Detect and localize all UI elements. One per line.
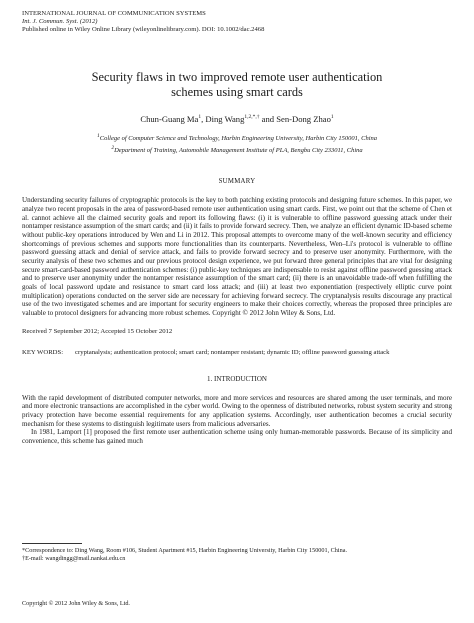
introduction-body (22, 394, 452, 446)
journal-header (22, 10, 452, 34)
affiliation-mark: 1 (97, 133, 100, 139)
affiliation-text: College of Computer Science and Technology, Harbin Engineering University, Harbin City 150001, China (99, 135, 377, 143)
publication-info: Published online in Wiley Online Library (wileyonlinelibrary.com). DOI: 10.1002/dac.2468 (22, 26, 265, 33)
keywords-list: cryptanalysis; authentication protocol; smart card; nontamper resistant; dynamic ID; offline password guessing attack (75, 348, 390, 356)
affiliation-1 (22, 132, 452, 144)
received-accepted-dates: Received 7 September 2012; Accepted 15 October 2012 (22, 327, 173, 335)
copyright-notice: Copyright © 2012 John Wiley & Sons, Ltd. (22, 600, 130, 607)
affiliation-2 (22, 144, 452, 156)
journal-name: INTERNATIONAL JOURNAL OF COMMUNICATION SYSTEMS (22, 10, 206, 17)
paragraph: In 1981, Lamport [1] proposed the first remote user authentication scheme using only human-memorable passwords. Because of its simplicity and convenience, this scheme has gained much (22, 428, 452, 446)
author-affil-mark: 1 (330, 114, 334, 121)
footnotes (22, 543, 452, 563)
footnote-rule (22, 543, 82, 544)
title-line-1: Security flaws in two improved remote user authentication (91, 70, 383, 84)
affiliation-text: Department of Training, Automobile Management Institute of PLA, Bengbu City 233011, China (114, 146, 363, 154)
author-separator: and (259, 114, 277, 124)
author-separator: , (201, 114, 206, 124)
affiliation-mark: 2 (111, 144, 115, 151)
keywords (22, 349, 452, 357)
author-affil-mark: 1,2,*,† (244, 114, 260, 121)
summary-text: Understanding security failures of cryptographic protocols is the key to both patching existing protocols and designing future schemes. In this paper, we analyze two recent proposals in the area of password-based remote user authentication using smart cards. First, we point out that the scheme of Chen et al. cannot achieve all the claimed security goals and report its following flaws: (i) it is vulnerable to offline password guessing attack under their nontamper resistance assumption of the smart cards; and (ii) it fails to provide forward secrecy. Then, we analyze an efficient dynamic ID-based scheme without public-key operations introduced by Wen and Li in 2012. This proposal attempts to overcome many of the well-known security and efficiency shortcomings of previous schemes and supports more functionalities than its counterparts. Nevertheless, Wen–Li's protocol is vulnerable to offline password guessing attack and denial of service attack, and fails to provide forward secrecy and to preserve user anonymity. Furthermore, with the security analysis of these two schemes and our previous protocol design experience, we put forward three general principles that are vital for designing secure smart-card-based password authentication schemes: (i) public-key techniques are indispensable to resist against offline password guessing attack and to preserve user anonymity under the nontamper resistance assumption of the smart card; (ii) there is an unavoidable trade-off when fulfilling the goals of local password update and resistance to smart card loss attack; and (iii) at least two exponentiation (respectively elliptic curve point multiplication) operations conducted on the server side are necessary for achieving forward secrecy. The cryptanalysis results discourage any practical use of the two investigated schemes and are important for security engineers to make their choices correctly, whereas the proposed three principles are valuable to protocol designers for advancing more robust schemes. Copyright © 2012 John Wiley & Sons, Ltd. (22, 196, 452, 317)
author-name: Ding Wang (205, 114, 245, 124)
section-heading-introduction: 1. INTRODUCTION (207, 374, 267, 383)
footnote-email: †E-mail: wangdingg@mail.nankai.edu.cn (22, 554, 126, 562)
author-affil-mark: 1 (198, 114, 202, 121)
summary-heading: SUMMARY (218, 178, 256, 186)
author-name: Chun-Guang Ma (140, 114, 199, 124)
footnote-correspondence: *Correspondence to: Ding Wang, Room #106, Student Apartment #15, Harbin Engineering University, Harbin City 150001, China. (22, 547, 347, 554)
author-list (22, 114, 452, 124)
paragraph: With the rapid development of distributed computer networks, more and more services and resources are shared among the user terminals, and more and more electronic transactions are accomplished in the cyber world. Owing to the openness of distributed networks, robust system security and strong privacy protection have become essential requirements for any application systems. Accordingly, user authentication becomes a crucial security mechanism for these systems to distinguish legitimate users from malicious adversaries. (22, 393, 452, 428)
keywords-label: KEY WORDS: (22, 348, 64, 356)
title-line-2: schemes using smart cards (171, 85, 303, 99)
affiliations (22, 132, 452, 155)
journal-citation: Int. J. Commun. Syst. (2012) (22, 18, 98, 25)
paper-title (22, 70, 452, 100)
author-name: Sen-Dong Zhao (276, 114, 331, 124)
